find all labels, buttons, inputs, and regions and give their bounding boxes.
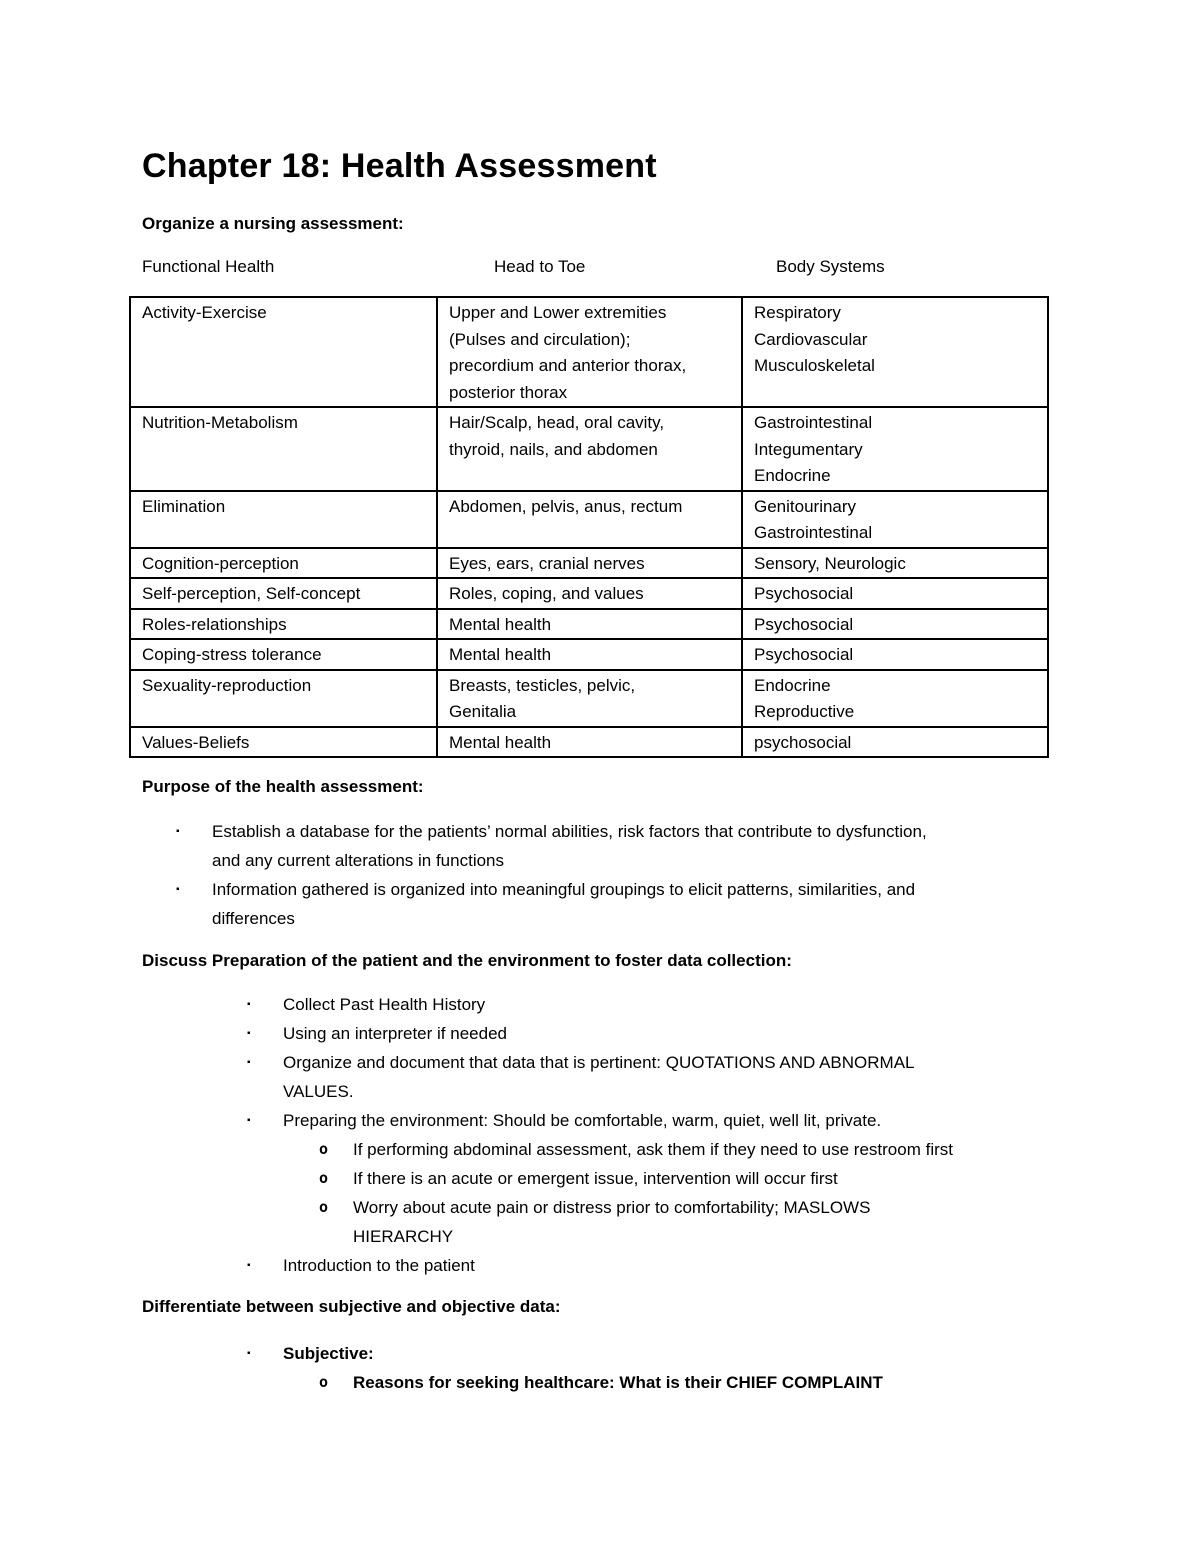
circle-bullet-icon: o: [319, 1140, 329, 1158]
head-to-toe-cell: Roles, coping, and values: [437, 578, 742, 609]
list-item: o Reasons for seeking healthcare: What is their CHIEF COMPLAINT: [353, 1368, 1073, 1397]
page-title: Chapter 18: Health Assessment: [142, 147, 657, 185]
differentiate-list: [247, 1339, 1073, 1397]
functional-cell: Self-perception, Self-concept: [130, 578, 437, 609]
purpose-heading: Purpose of the health assessment:: [142, 777, 424, 796]
body-systems-cell: Psychosocial: [742, 578, 1048, 609]
purpose-list: [176, 817, 1072, 933]
circle-bullet-icon: o: [319, 1198, 329, 1216]
functional-cell: Sexuality-reproduction: [130, 670, 437, 727]
body-systems-cell: Endocrine Reproductive: [742, 670, 1048, 727]
body-systems-cell: Sensory, Neurologic: [742, 548, 1048, 579]
head-to-toe-cell: Mental health: [437, 639, 742, 670]
head-to-toe-cell: Eyes, ears, cranial nerves: [437, 548, 742, 579]
head-to-toe-cell: Breasts, testicles, pelvic, Genitalia: [437, 670, 742, 727]
head-to-toe-cell: Mental health: [437, 727, 742, 758]
preparation-list: [247, 990, 1073, 1280]
subjective-sublist: [319, 1368, 1073, 1397]
column-header-functional: Functional Health: [142, 257, 275, 276]
head-to-toe-cell: Hair/Scalp, head, oral cavity, thyroid, nails, and abdomen: [437, 407, 742, 491]
functional-cell: Nutrition-Metabolism: [130, 407, 437, 491]
square-bullet-icon: ▪: [247, 1260, 251, 1271]
table-row: [130, 578, 1048, 609]
body-systems-cell: Genitourinary Gastrointestinal: [742, 491, 1048, 548]
table-row: [130, 491, 1048, 548]
circle-bullet-icon: o: [319, 1373, 329, 1391]
square-bullet-icon: ▪: [247, 1057, 251, 1068]
square-bullet-icon: ▪: [247, 1028, 251, 1039]
square-bullet-icon: ▪: [247, 999, 251, 1010]
differentiate-heading: Differentiate between subjective and objective data:: [142, 1297, 561, 1316]
list-item: ▪ Organize and document that data that is pertinent: QUOTATIONS AND ABNORMAL VALUES.: [283, 1048, 1073, 1106]
functional-cell: Roles-relationships: [130, 609, 437, 640]
table-row: [130, 548, 1048, 579]
organize-heading: Organize a nursing assessment:: [142, 214, 404, 233]
table-row: [130, 407, 1048, 491]
list-item: ▪ Preparing the environment: Should be comfortable, warm, quiet, well lit, private. o If performing abdominal assessment, ask them if they need to use restroom first o If there is an acute or emergent issue, intervention will occur first o Worry about acute pain or distress prior to comfortability; MASLOWS HIERARCHY: [283, 1106, 1073, 1251]
list-item: o If performing abdominal assessment, ask them if they need to use restroom first: [353, 1135, 1073, 1164]
table-row: [130, 670, 1048, 727]
list-item: o Worry about acute pain or distress prior to comfortability; MASLOWS HIERARCHY: [353, 1193, 1073, 1251]
square-bullet-icon: ▪: [247, 1348, 251, 1359]
body-systems-cell: Psychosocial: [742, 639, 1048, 670]
list-item: ▪ Establish a database for the patients’ normal abilities, risk factors that contribute to dysfunction, and any current alterations in functions: [212, 817, 1072, 875]
table-row: [130, 297, 1048, 407]
list-item: ▪ Information gathered is organized into meaningful groupings to elicit patterns, similarities, and differences: [212, 875, 1072, 933]
table-row: [130, 727, 1048, 758]
list-item: ▪ Collect Past Health History: [283, 990, 1073, 1019]
functional-cell: Coping-stress tolerance: [130, 639, 437, 670]
list-item: o If there is an acute or emergent issue, intervention will occur first: [353, 1164, 1073, 1193]
functional-cell: Elimination: [130, 491, 437, 548]
circle-bullet-icon: o: [319, 1169, 329, 1187]
list-item: ▪ Introduction to the patient: [283, 1251, 1073, 1280]
head-to-toe-cell: Mental health: [437, 609, 742, 640]
list-item: ▪ Using an interpreter if needed: [283, 1019, 1073, 1048]
body-systems-cell: Respiratory Cardiovascular Musculoskeletal: [742, 297, 1048, 407]
column-header-body-systems: Body Systems: [776, 257, 885, 276]
functional-cell: Values-Beliefs: [130, 727, 437, 758]
preparation-sublist: [319, 1135, 1073, 1251]
head-to-toe-cell: Abdomen, pelvis, anus, rectum: [437, 491, 742, 548]
square-bullet-icon: ▪: [176, 884, 180, 895]
table-row: [130, 609, 1048, 640]
column-header-head-to-toe: Head to Toe: [494, 257, 586, 276]
square-bullet-icon: ▪: [247, 1115, 251, 1126]
square-bullet-icon: ▪: [176, 826, 180, 837]
assessment-table: [129, 296, 1049, 758]
head-to-toe-cell: Upper and Lower extremities (Pulses and circulation); precordium and anterior thorax, posterior thorax: [437, 297, 742, 407]
body-systems-cell: Psychosocial: [742, 609, 1048, 640]
functional-cell: Cognition-perception: [130, 548, 437, 579]
table-row: [130, 639, 1048, 670]
body-systems-cell: psychosocial: [742, 727, 1048, 758]
list-item: [247, 1339, 1073, 1397]
body-systems-cell: Gastrointestinal Integumentary Endocrine: [742, 407, 1048, 491]
functional-cell: Activity-Exercise: [130, 297, 437, 407]
subjective-label: Subjective:: [283, 1344, 374, 1363]
preparation-heading: Discuss Preparation of the patient and the environment to foster data collection:: [142, 951, 792, 970]
